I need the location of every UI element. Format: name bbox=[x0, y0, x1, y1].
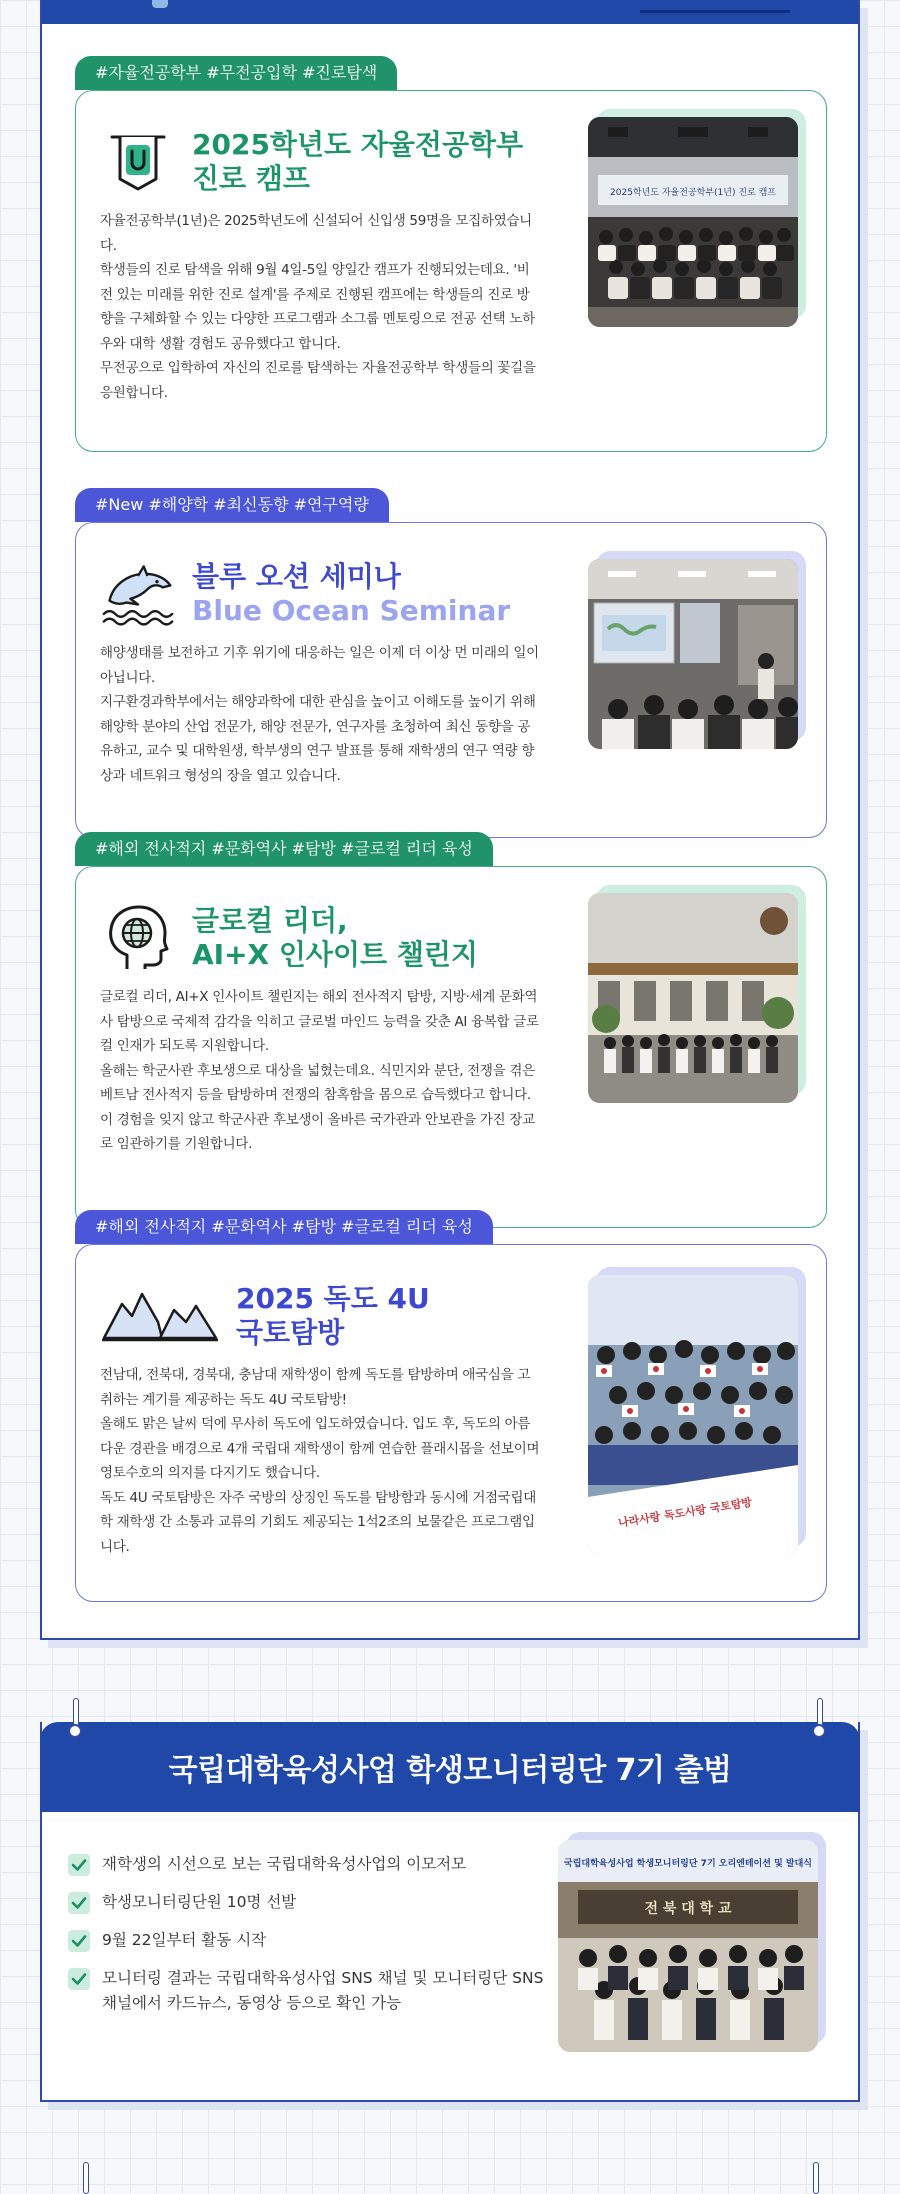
check-icon bbox=[68, 1930, 90, 1952]
story-tags: #New #해양학 #최신동향 #연구역량 bbox=[75, 488, 389, 522]
pennant-u-icon bbox=[100, 127, 176, 197]
checklist-item bbox=[68, 1928, 548, 1953]
story-title-line1: 2025학년도 자율전공학부 bbox=[192, 128, 524, 161]
story-body bbox=[100, 1363, 540, 1559]
story-tags: #해외 전사적지 #문화역사 #탐방 #글로컬 리더 육성 bbox=[75, 1210, 493, 1244]
photo-banner-text: 2025학년도 자율전공학부(1년) 진로 캠프 bbox=[610, 188, 776, 198]
monitoring-panel bbox=[40, 1722, 860, 2102]
monitoring-photo bbox=[558, 1840, 818, 2055]
story-box bbox=[75, 866, 827, 1228]
story-photo bbox=[588, 117, 798, 327]
story-paragraph: 무전공으로 입학하여 자신의 진로를 탐색하는 자율전공학부 학생들의 꽃길을 응원합니다. bbox=[100, 360, 536, 401]
story-title bbox=[192, 904, 478, 972]
photo-banner-text: 국립대학육성사업 학생모니터링단 7기 오리엔테이션 및 발대식 bbox=[564, 1859, 812, 1869]
pin-icon bbox=[68, 1698, 82, 1742]
story-card-glocal-leader bbox=[75, 832, 827, 1192]
story-title-line2: Blue Ocean Seminar bbox=[192, 594, 511, 627]
story-title-line1: 블루 오션 세미나 bbox=[192, 560, 401, 593]
globe-head-icon bbox=[100, 903, 176, 973]
story-box bbox=[75, 1244, 827, 1602]
checklist-text: 9월 22일부터 활동 시작 bbox=[102, 1931, 267, 1949]
story-header bbox=[100, 559, 510, 629]
story-body bbox=[100, 209, 540, 405]
panel-top-bar bbox=[42, 0, 858, 24]
checklist-text: 재학생의 시선으로 보는 국립대학육성사업의 이모저모 bbox=[102, 1855, 467, 1873]
story-photo bbox=[588, 1275, 798, 1555]
story-title-line2: 국토탐방 bbox=[236, 1316, 345, 1349]
check-icon bbox=[68, 1854, 90, 1876]
seminar-photo bbox=[588, 559, 798, 749]
checklist-item bbox=[68, 1852, 548, 1877]
panel-top-tab bbox=[640, 0, 790, 13]
story-card-career-camp bbox=[75, 56, 827, 452]
orientation-photo bbox=[558, 1840, 818, 2052]
story-header bbox=[100, 1281, 430, 1351]
pin-icon bbox=[78, 2162, 92, 2192]
pin-icon bbox=[808, 2162, 822, 2192]
story-paragraph: 전남대, 전북대, 경북대, 충남대 재학생이 함께 독도를 탐방하며 애국심을 고취하는 계기를 제공하는 독도 4U 국토탐방! bbox=[100, 1367, 531, 1408]
story-title bbox=[192, 128, 523, 196]
pin-icon bbox=[812, 1698, 826, 1742]
glocal-trip-photo bbox=[588, 893, 798, 1103]
checklist-item bbox=[68, 1966, 548, 2016]
story-paragraph: 독도 4U 국토탐방은 자주 국방의 상징인 독도를 탐방함과 동시에 거점국립대학 재학생 간 소통과 교류의 기회도 제공되는 1석2조의 보물같은 프로그램입니다. bbox=[100, 1489, 537, 1555]
story-paragraph: 올해도 맑은 날씨 덕에 무사히 독도에 입도하였습니다. 입도 후, 독도의 아름다운 경관을 배경으로 4개 국립대 재학생이 함께 연습한 플래시몹을 선보이며 영토수호의 의지를 다지기도 했습니다. bbox=[100, 1416, 540, 1481]
story-paragraph: 해양생태를 보전하고 기후 위기에 대응하는 일은 이제 더 이상 먼 미래의 일이 아닙니다. bbox=[100, 645, 539, 686]
story-photo bbox=[588, 559, 798, 749]
story-paragraph: 자율전공학부(1년)은 2025학년도에 신설되어 신입생 59명을 모집하였습니다. bbox=[100, 213, 532, 254]
story-paragraph: 학생들의 진로 탐색을 위해 9월 4일-5일 양일간 캠프가 진행되었는데요. '비전 있는 미래를 위한 진로 설계'를 주제로 진행된 캠프에는 학생들의 진로 방향을 구체화할 수 있는 다양한 프로그램과 소그룹 멘토링으로 전공 선택 노하우와 대학 생활 경험도 공유했다고 합니다. bbox=[100, 262, 535, 352]
story-photo bbox=[588, 893, 798, 1103]
checklist-text: 모니터링 결과는 국립대학육성사업 SNS 채널 및 모니터링단 SNS 채널에서 카드뉴스, 동영상 등으로 확인 가능 bbox=[102, 1969, 544, 2012]
story-tags: #해외 전사적지 #문화역사 #탐방 #글로컬 리더 육성 bbox=[75, 832, 493, 866]
check-icon bbox=[68, 1892, 90, 1914]
story-card-dokdo bbox=[75, 1210, 827, 1610]
story-body bbox=[100, 641, 540, 788]
story-title-line1: 글로컬 리더, bbox=[192, 904, 348, 937]
checklist-text: 학생모니터링단원 10명 선발 bbox=[102, 1893, 297, 1911]
dolphin-icon bbox=[100, 559, 176, 629]
stories-panel bbox=[40, 0, 860, 1640]
monitoring-title: 국립대학육성사업 학생모니터링단 7기 출범 bbox=[40, 1722, 860, 1812]
story-header bbox=[100, 903, 478, 973]
story-title-line2: AI+X 인사이트 챌린지 bbox=[192, 938, 478, 971]
story-tags: #자율전공학부 #무전공입학 #진로탐색 bbox=[75, 56, 397, 90]
story-title-line1: 2025 독도 4U bbox=[236, 1282, 430, 1315]
story-header bbox=[100, 127, 523, 197]
story-box bbox=[75, 90, 827, 452]
story-paragraph: 글로컬 리더, AI+X 인사이트 챌린지는 해외 전사적지 탐방, 지방·세계 문화역사 탐방으로 국제적 감각을 익히고 글로벌 마인드 능력을 갖춘 AI 융복합 글로컬 인재가 되도록 지원합니다. bbox=[100, 989, 539, 1054]
panel-top-decoration bbox=[152, 0, 168, 8]
photo-sign-text: 전 북 대 학 교 bbox=[644, 1901, 732, 1917]
dokdo-island-icon bbox=[100, 1281, 220, 1351]
story-paragraph: 올해는 학군사관 후보생으로 대상을 넓혔는데요. 식민지와 분단, 전쟁을 겪은 베트남 전사적지 등을 탐방하며 전쟁의 참혹함을 몸으로 습득했다고 합니다. 이 경험을 잊지 않고 학군사관 후보생이 올바른 국가관과 안보관을 가진 장교로 임관하기를 기원합니다. bbox=[100, 1062, 535, 1152]
checklist-item bbox=[68, 1890, 548, 1915]
monitoring-checklist bbox=[68, 1852, 548, 2029]
story-paragraph: 지구환경과학부에서는 해양과학에 대한 관심을 높이고 이해도를 높이기 위해 해양학 분야의 산업 전문가, 해양 전문가, 연구자를 초청하여 최신 동향을 공유하고, 교수 및 대학원생, 학부생의 연구 발표를 통해 재학생의 연구 역량 향상과 네트워크 형성의 장을 열고 있습니다. bbox=[100, 694, 536, 784]
check-icon bbox=[68, 1968, 90, 1990]
story-card-blue-ocean bbox=[75, 488, 827, 838]
story-title bbox=[236, 1282, 430, 1350]
dokdo-photo bbox=[588, 1275, 798, 1555]
story-title-line2: 진로 캠프 bbox=[192, 162, 310, 195]
story-box bbox=[75, 522, 827, 838]
career-camp-photo bbox=[588, 117, 798, 327]
story-title bbox=[192, 560, 510, 628]
story-body bbox=[100, 985, 540, 1157]
photo-banner-text: 나라사랑 독도사랑 국토탐방 bbox=[617, 1495, 753, 1530]
